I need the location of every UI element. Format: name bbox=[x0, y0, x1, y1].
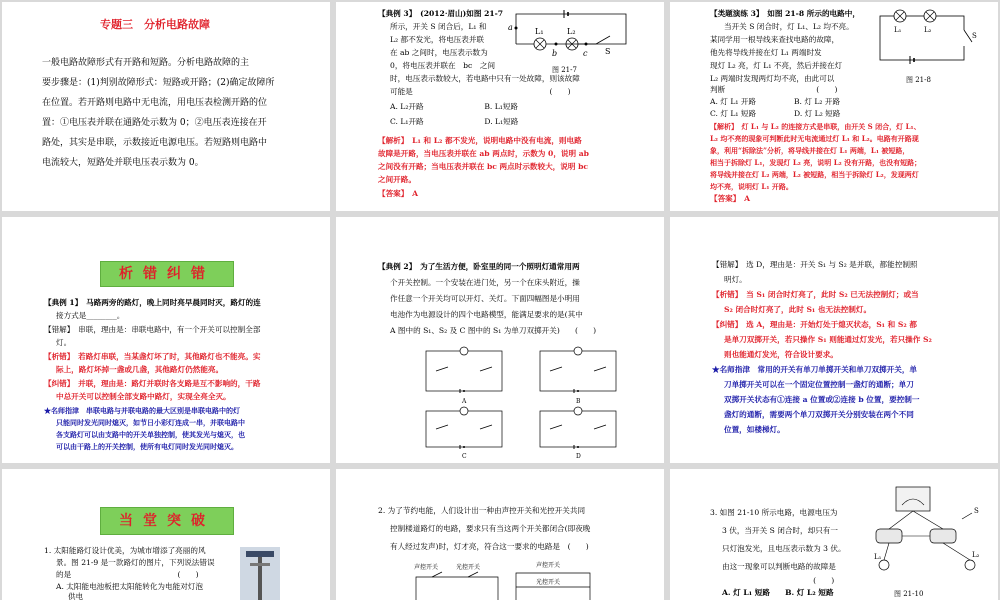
figure-label: 图 21-8 bbox=[906, 76, 931, 84]
question-line: L₂ 都不发光，将电压表并联 bbox=[390, 35, 485, 44]
intro-line: 置：①电压表并联在通路处示数为 0；②电压表连接在开 bbox=[42, 118, 267, 128]
intro-line: 在位置。若开路则电路中无电流，用电压表检测开路的位 bbox=[42, 98, 268, 108]
sound-switch-label: 声控开关 bbox=[536, 562, 561, 569]
intro-line: 一般电路故障形式有开路和短路。分析电路故障的主 bbox=[42, 58, 250, 68]
lamp-icon bbox=[460, 347, 468, 355]
analysis-line: 【解析】 L₁ 和 L₂ 都不发光，说明电路中没有电流，则电路 bbox=[378, 136, 582, 145]
question-line: 的是 ( ) bbox=[56, 570, 199, 579]
slide-error-correction-1[interactable] bbox=[2, 217, 330, 463]
section-banner: 当堂突破 bbox=[100, 507, 234, 535]
question-line: 时，电压表示数较大，若电路中只有一处故障，则该故障 bbox=[390, 74, 580, 83]
wrong-answer: 明灯。 bbox=[724, 275, 747, 284]
analysis-line: 之间没有开路；当电压表并联在 bc 两点时示数较大，说明 bc bbox=[378, 162, 589, 171]
lamp-icon bbox=[574, 347, 582, 355]
analysis-line: 之间开路。 bbox=[378, 175, 416, 184]
circuit-option-a bbox=[426, 347, 502, 405]
question-line: 现灯 L₂ 亮，灯 L₁ 不亮，然后并接在灯 bbox=[710, 61, 843, 70]
analysis-line: L₂ 均不亮的现象可判断此时无电流通过灯 L₁ 和 L₂。电路有开路现 bbox=[710, 134, 919, 143]
question-line: 作任意一个开关均可以开灯、关灯。下面四幅图是小明用 bbox=[390, 294, 580, 303]
correction-line: 则也能通灯发光，符合设计要求。 bbox=[724, 350, 838, 359]
question-line: 当开关 S 闭合时，灯 L₁、L₂ 均不亮。 bbox=[724, 22, 854, 31]
correction-line: 是单刀双掷开关，若只操作 S₁ 则能通过灯发光，若只操作 S₂ bbox=[724, 335, 932, 344]
question-line: 有人经过发声)时，灯才亮，符合这一要求的电路是 ( ) bbox=[390, 542, 589, 551]
label-l2: L₂ bbox=[924, 26, 932, 34]
circuit-options-diagram bbox=[422, 345, 642, 461]
slide-example-3[interactable] bbox=[336, 2, 664, 211]
tip-line: 刀单掷开关可以在一个固定位置控制一盏灯的通断；单刀 bbox=[724, 380, 914, 389]
label-s: S bbox=[974, 507, 979, 515]
question-line: 3 伏，当开关 S 闭合时，却只有一 bbox=[722, 526, 838, 535]
question-line: 只灯泡发光，且电压表示数为 3 伏。 bbox=[722, 544, 846, 553]
slide-practice-breakthrough[interactable] bbox=[2, 469, 330, 600]
label-l1: L₁ bbox=[874, 553, 882, 561]
question-line: 个开关控制。一个安装在进门处，另一个在床头附近，操 bbox=[390, 278, 580, 287]
question-line: 【类题演练 3】 如图 21-8 所示的电路中， bbox=[710, 9, 860, 18]
question-line: A 图中的 S₁、S₂ 及 C 图中的 S₁ 为单刀双掷开关) ( ) bbox=[390, 326, 597, 335]
wrong-answer: 【错解】 选 D，理由是：开关 S₁ 与 S₂ 是并联，都能控制照 bbox=[712, 260, 918, 269]
label-s: S bbox=[972, 32, 977, 40]
question-line: 他先将导线并接在灯 L₁ 两端时发 bbox=[710, 48, 822, 57]
analysis-line: S₂ 闭合时灯亮了，此时 S₁ 也无法控制灯。 bbox=[724, 305, 872, 314]
intro-line: 路处，其实是串联，示数接近电源电压。若短路则电路中 bbox=[42, 138, 268, 148]
figure-label: 图 21-10 bbox=[894, 590, 924, 598]
slide-error-correction-2[interactable] bbox=[670, 217, 998, 463]
question-line: ( ) bbox=[722, 576, 835, 585]
analysis-line: 将导线并接在灯 L₂ 两端，L₂ 被短路，相当于拆除灯 L₂，发现两灯 bbox=[710, 170, 919, 179]
analysis-line: 故障是开路，当电压表并联在 ab 两点时，示数为 0，说明 ab bbox=[378, 149, 589, 158]
analysis-line: 均不亮，说明灯 L₁ 开路。 bbox=[710, 182, 793, 191]
question-line: 1. 太阳能路灯设计优美，为城市增添了亮丽的风 bbox=[44, 546, 206, 555]
slide-question-2[interactable] bbox=[336, 469, 664, 600]
figure-label: 图 21-7 bbox=[552, 66, 577, 74]
circuit-option-b bbox=[540, 347, 616, 405]
slide-example-2[interactable] bbox=[336, 217, 664, 463]
switch-icon bbox=[596, 36, 610, 44]
battery-icon bbox=[876, 529, 902, 543]
question-line: 2. 为了节约电能，人们设计出一种由声控开关和光控开关共同 bbox=[378, 506, 586, 515]
option-line: C. 灯 L₁ 短路 D. 灯 L₂ 短路 bbox=[710, 109, 841, 118]
option-line: A. 太阳能电池板把太阳能转化为电能对灯泡 bbox=[56, 582, 203, 591]
circuit-diagram-21-8 bbox=[874, 8, 994, 88]
circuit-option-c bbox=[426, 407, 502, 460]
question-line: 判断 ( ) bbox=[710, 85, 838, 94]
switch-circuit-diagram bbox=[412, 557, 612, 600]
answer-line: 【答案】 A bbox=[378, 189, 419, 198]
lamp-icon bbox=[460, 407, 468, 415]
switch-icon bbox=[962, 513, 972, 519]
slide-title: 专题三 分析电路故障 bbox=[100, 18, 210, 31]
tip-line: 可以由干路上的开关控制，使所有电灯同时发光同时熄灭。 bbox=[56, 442, 238, 451]
option-line: A. 灯 L₁ 开路 B. 灯 L₂ 开路 bbox=[710, 97, 841, 106]
tip-line: 双掷开关状态有①连接 a 位置或②连接 b 位置，要控制一 bbox=[724, 395, 920, 404]
slide-question-3[interactable] bbox=[670, 469, 998, 600]
circuit-diagram-21-7 bbox=[506, 6, 656, 80]
question-line: 接方式是________。 bbox=[56, 311, 125, 320]
circuit-diagram-21-10 bbox=[866, 483, 992, 600]
battery-icon bbox=[930, 529, 956, 543]
question-line: 某同学用一根导线来查找电路的故障， bbox=[710, 35, 840, 44]
tip-line: 盏灯的通断，需要两个单刀双掷开关分别安装在两个不同 bbox=[724, 410, 914, 419]
sound-switch-label: 声控开关 bbox=[414, 564, 439, 571]
question-line: L₂ 两端时发现两灯均不亮，由此可以 bbox=[710, 74, 835, 83]
label-l1: L₁ bbox=[894, 26, 902, 34]
correction-line: 【纠错】 并联，理由是：路灯并联时各支路是互不影响的，干路 bbox=[44, 379, 261, 388]
option-line: A. 灯 L₁ 短路 B. 灯 L₂ 短路 bbox=[722, 588, 834, 597]
light-switch-label: 光控开关 bbox=[456, 564, 481, 571]
question-line: 所示，开关 S 闭合后，L₁ 和 bbox=[390, 22, 487, 31]
section-banner: 析错纠错 bbox=[100, 261, 234, 287]
option-label: B bbox=[576, 398, 581, 405]
intro-line: 要步骤是：(1)判别故障形式：短路或开路；(2)确定故障所 bbox=[42, 78, 275, 88]
switch-icon bbox=[432, 572, 442, 577]
solar-streetlight-image bbox=[240, 547, 280, 600]
label-c: c bbox=[583, 49, 588, 58]
correction-line: 中总开关可以控制全部支路中路灯，实现全亮全灭。 bbox=[56, 392, 231, 401]
tip-line: 各支路灯可以由支路中的开关单独控制，使其发光与熄灭，也 bbox=[56, 430, 245, 439]
tip-line: ★名师指津 常用的开关有单刀单掷开关和单刀双掷开关，单 bbox=[712, 365, 918, 374]
switch-icon bbox=[468, 572, 478, 577]
label-l2: L₂ bbox=[972, 551, 980, 559]
option-line: 供电 bbox=[68, 592, 84, 600]
tip-line: ★名师指津 串联电路与并联电路的最大区别是串联电路中的灯 bbox=[44, 406, 240, 415]
analysis-line: 【解析】 灯 L₁ 与 L₂ 的连接方式是串联，由开关 S 闭合，灯 L₁、 bbox=[710, 122, 921, 131]
question-line: 0，将电压表并联在 bc 之间 bbox=[390, 61, 496, 70]
option-label: D bbox=[576, 453, 581, 460]
slide-fault-intro[interactable] bbox=[2, 2, 330, 211]
label-l2: L₂ bbox=[567, 27, 576, 36]
option-line: A. L₂开路 B. L₁短路 bbox=[390, 102, 519, 111]
question-line: 电池作为电源设计的四个电路模型，能满足要求的是(其中 bbox=[390, 310, 583, 319]
question-line: 【典例 3】 (2012·眉山)如图 21-7 bbox=[378, 9, 504, 18]
question-line: 控制楼道路灯的电路，要求只有当这两个开关都闭合(即夜晚 bbox=[390, 524, 591, 533]
intro-line: 电流较大，短路处并联电压表示数为 0。 bbox=[42, 158, 204, 168]
circuit-option-d bbox=[540, 407, 616, 460]
question-line: 【典例 1】 马路两旁的路灯，晚上同时亮早晨同时灭，路灯的连 bbox=[44, 298, 261, 307]
label-l1: L₁ bbox=[535, 27, 544, 36]
option-line: C. L₁开路 D. L₁短路 bbox=[390, 117, 519, 126]
answer-line: 【答案】 A bbox=[710, 194, 751, 203]
question-line: 景。图 21-9 是一款路灯的图片，下列说法错误 bbox=[56, 558, 215, 567]
question-line: 在 ab 之间时，电压表示数为 bbox=[390, 48, 488, 57]
tip-line: 只能同时发光同时熄灭，如节日小彩灯连成一串，并联电路中 bbox=[56, 418, 245, 427]
option-label: A bbox=[462, 398, 467, 405]
analysis-line: 象，利用“拆除法”分析，将导线并接在灯 L₁ 两端，L₁ 被短路， bbox=[710, 146, 910, 155]
lamp-l1-icon bbox=[879, 560, 889, 570]
question-line: 可能是 ( ) bbox=[390, 87, 571, 96]
question-line: 【典例 2】 为了生活方便，卧室里的同一个照明灯通常用两 bbox=[378, 262, 580, 271]
correction-line: 【纠错】 选 A，理由是：开始灯处于熄灭状态，S₁ 和 S₂ 都 bbox=[712, 320, 917, 329]
tip-line: 位置，如楼梯灯。 bbox=[724, 425, 785, 434]
label-s: S bbox=[605, 47, 611, 56]
slide-practice-3[interactable] bbox=[670, 2, 998, 211]
question-line: 3. 如图 21-10 所示电路，电源电压为 bbox=[710, 508, 838, 517]
analysis-line: 相当于拆除灯 L₁，发现灯 L₂ 亮，说明 L₂ 没有开路，也没有短路； bbox=[710, 158, 922, 167]
wrong-answer: 【错解】 串联，理由是：串联电路中，有一个开关可以控制全部 bbox=[44, 325, 261, 334]
question-line: 由这一现象可以判断电路的故障是 bbox=[722, 562, 836, 571]
option-label: C bbox=[462, 453, 467, 460]
lamp-l2-icon bbox=[965, 560, 975, 570]
lamp-icon bbox=[574, 407, 582, 415]
label-a: a bbox=[508, 23, 513, 32]
light-switch-label: 光控开关 bbox=[536, 579, 561, 586]
analysis-line: 【析错】 若路灯串联，当某盏灯坏了时，其他路灯也不能亮。实 bbox=[44, 352, 261, 361]
label-b: b bbox=[552, 49, 558, 58]
wrong-answer: 灯。 bbox=[56, 338, 72, 347]
analysis-line: 际上，路灯坏掉一盏或几盏，其他路灯仍然能亮。 bbox=[56, 365, 224, 374]
analysis-line: 【析错】 当 S₁ 闭合时灯亮了，此时 S₂ 已无法控制灯；或当 bbox=[712, 290, 919, 299]
